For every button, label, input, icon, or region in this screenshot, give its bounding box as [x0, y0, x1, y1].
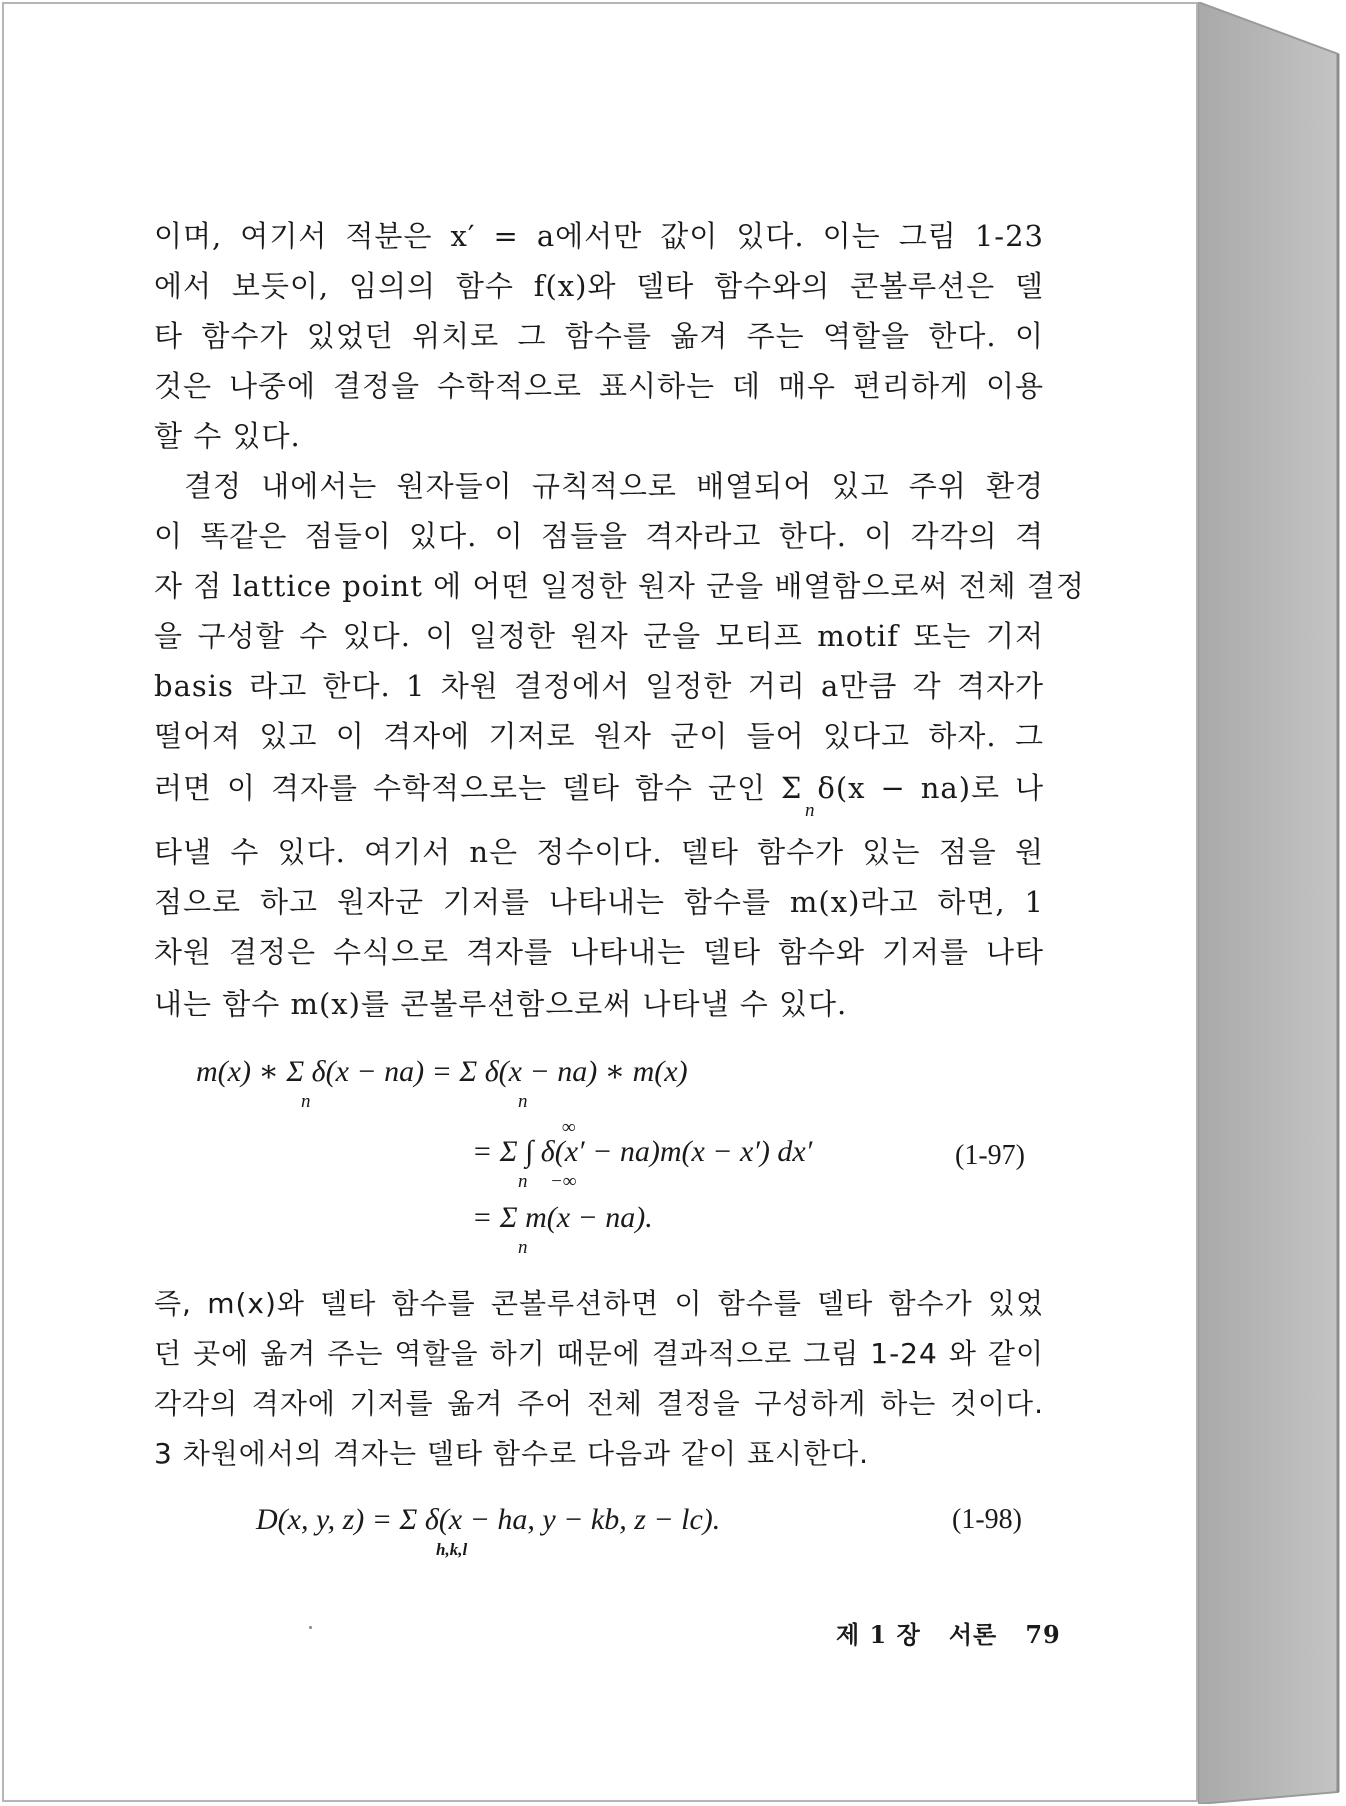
- text-line: 자 점 lattice point 에 어떤 일정한 원자 군을 배열함으로써 전체 결정: [154, 569, 1085, 603]
- text-line: 결정 내에서는 원자들이 규칙적으로 배열되어 있고 주위 환경: [184, 469, 1044, 503]
- book-side-edge: [1198, 2, 1344, 1804]
- text-line: basis 라고 한다. 1 차원 결정에서 일정한 거리 a만큼 각 격자가: [154, 669, 1044, 703]
- text-line: 이며, 여기서 적분은 x′ = a에서만 값이 있다. 이는 그림 1-23: [154, 219, 1044, 253]
- text-line: 을 구성할 수 있다. 이 일정한 원자 군을 모티프 motif 또는 기저: [154, 619, 1044, 653]
- sum-subscript: n: [805, 800, 815, 821]
- equation-number: (1-98): [952, 1504, 1022, 1535]
- equation-line: D(x, y, z) = Σ δ(x − ha, y − kb, z − lc).: [256, 1503, 721, 1536]
- stray-dot: [309, 1626, 312, 1629]
- text-line: 점으로 하고 원자군 기저를 나타내는 함수를 m(x)라고 하면, 1: [154, 885, 1044, 919]
- sum-subscript: h,k,l: [436, 1540, 468, 1559]
- equation-line: m(x) ∗ Σ δ(x − na) = Σ δ(x − na) ∗ m(x): [196, 1055, 688, 1088]
- text-line: 에서 보듯이, 임의의 함수 f(x)와 델타 함수와의 콘볼루션은 델: [154, 269, 1044, 303]
- page-footer: [836, 1618, 1061, 1652]
- footer-title: 서론: [948, 1620, 998, 1649]
- sum-subscript: n: [518, 1171, 528, 1192]
- sum-subscript: n: [518, 1237, 528, 1258]
- text-line: 러면 이 격자를 수학적으로는 델타 함수 군인 Σ δ(x − na)로 나: [154, 771, 1044, 805]
- footer-chapter: 제 1 장: [836, 1620, 921, 1649]
- equation-number: (1-97): [955, 1140, 1025, 1171]
- sum-subscript: n: [301, 1091, 311, 1112]
- text-line: 각각의 격자에 기저를 옮겨 주어 전체 결정을 구성하게 하는 것이다.: [154, 1387, 1044, 1420]
- page-number: 79: [1025, 1620, 1061, 1649]
- equation-line: = Σ ∫ δ(x′ − na)m(x − x′) dx′: [472, 1135, 813, 1168]
- text-line: 타 함수가 있었던 위치로 그 함수를 옮겨 주는 역할을 한다. 이: [154, 319, 1044, 353]
- text-line: 이 똑같은 점들이 있다. 이 점들을 격자라고 한다. 이 각각의 격: [154, 519, 1044, 553]
- text-line: 즉, m(x)와 델타 함수를 콘볼루션하면 이 함수를 델타 함수가 있었: [154, 1287, 1044, 1320]
- text-line: 할 수 있다.: [154, 419, 301, 453]
- equation-line: = Σ m(x − na).: [472, 1201, 653, 1234]
- sum-subscript: n: [518, 1091, 528, 1112]
- text-line: 떨어져 있고 이 격자에 기저로 원자 군이 들어 있다고 하자. 그: [154, 719, 1044, 753]
- text-line: 타낼 수 있다. 여기서 n은 정수이다. 델타 함수가 있는 점을 원: [154, 835, 1044, 869]
- integral-upper-limit: ∞: [562, 1117, 576, 1138]
- text-line: 3 차원에서의 격자는 델타 함수로 다음과 같이 표시한다.: [154, 1437, 870, 1470]
- text-line: 것은 나중에 결정을 수학적으로 표시하는 데 매우 편리하게 이용: [154, 369, 1044, 403]
- text-line: 던 곳에 옮겨 주는 역할을 하기 때문에 결과적으로 그림 1-24 와 같이: [154, 1337, 1044, 1370]
- integral-lower-limit: −∞: [550, 1171, 577, 1192]
- text-line: 차원 결정은 수식으로 격자를 나타내는 델타 함수와 기저를 나타: [154, 935, 1044, 969]
- text-line: 내는 함수 m(x)를 콘볼루션함으로써 나타낼 수 있다.: [154, 987, 848, 1021]
